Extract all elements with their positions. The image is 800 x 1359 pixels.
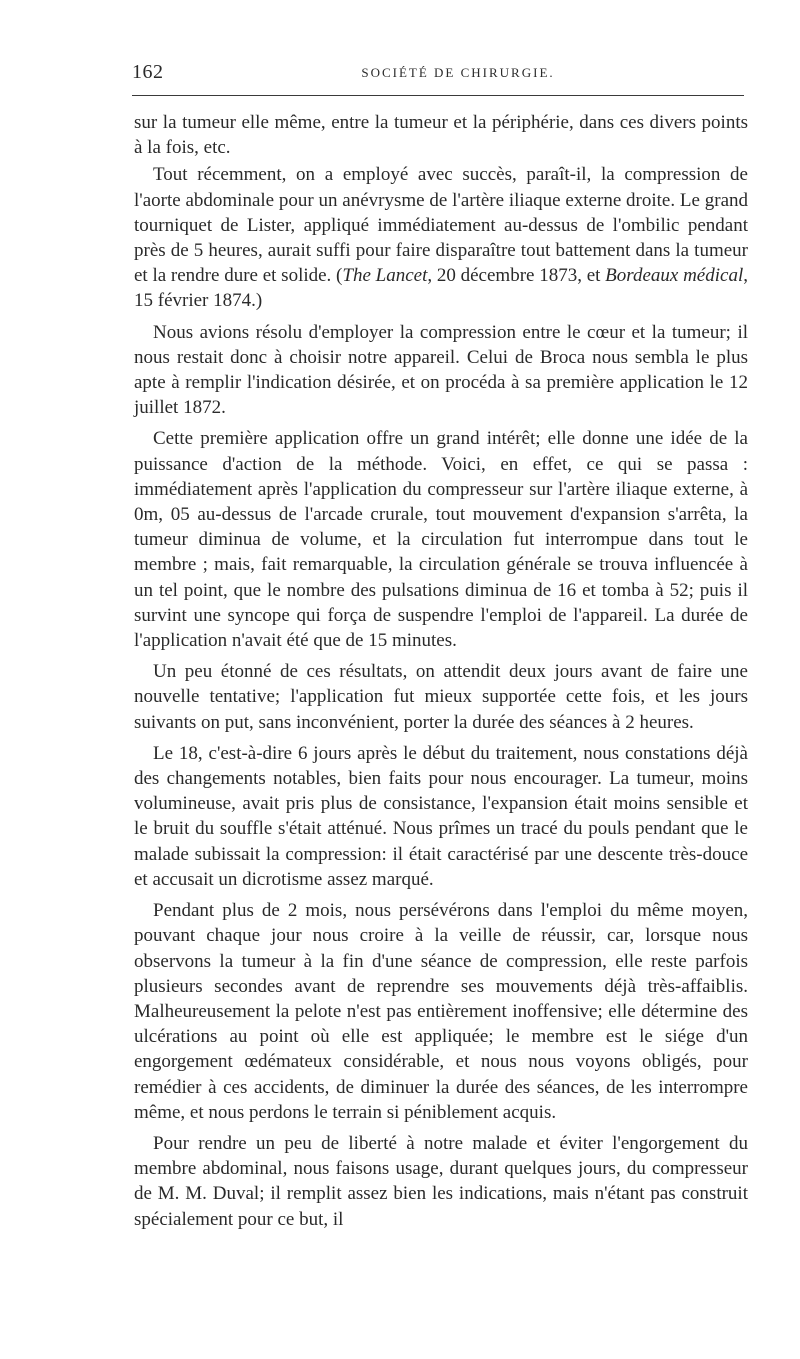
page-header xyxy=(132,58,744,88)
paragraph-apparatus-choice: Nous avions résolu d'employer la compression entre le cœur et la tumeur; il nous restait donc à choisir notre appareil. Celui de Broca nous sembla le plus apte à remplir l'indication désirée, et on procéda à sa première application le 12 juillet 1872. xyxy=(134,321,748,419)
paragraph-first-application: Cette première application offre un grand intérêt; elle donne une idée de la puissance d'action de la méthode. Voici, en effet, ce qui se passa : immédiatement après l'application du compresseur sur l'artère iliaque externe, à 0m, 05 au-dessus de l'arcade crurale, tout mouvement d'expansion s'arrêta, la tumeur diminua de volume, et la circulation fut interrompue dans tout le membre ; mais, fait remarquable, la circulation générale se trouva influencée à un tel point, que le nombre des pulsations diminua de 16 et tomba à 52; puis il survint une syncope qui força de suspendre l'emploi de l'appareil. La durée de l'application n'avait été que de 15 minutes. xyxy=(134,428,748,652)
paragraph-two-months: Pendant plus de 2 mois, nous persévérons dans l'emploi du même moyen, pouvant chaque jour nous croire à la veille de réussir, car, lorsque nous observons la tumeur à la fin d'une séance de compression, elle reste parfois plusieurs secondes avant de reprendre ses mouvements déjà très-affaiblis. Malheureusement la pelote n'est pas entièrement inoffensive; elle détermine des ulcérations au point où elle est appliquée; le membre est le siége d'un engorgement œdémateux considérable, et nous nous voyons obligés, pour remédier à ces accidents, de diminuer la durée des séances, de les interrompre même, et nous perdons le terrain si péniblement acquis. xyxy=(134,900,748,1123)
paragraph-duval-compressor: Pour rendre un peu de liberté à notre malade et éviter l'engorgement du membre abdominal, nous faisons usage, durant quelques jours, du compresseur de M. M. Duval; il remplit assez bien les indications, mais n'étant pas construit spécialement pour ce but, il xyxy=(134,1132,748,1230)
body-text xyxy=(134,110,748,1232)
paragraph-text: Tout récemment, on a employé avec succès, paraît-il, la compression de l'aorte abdominale pour un anévrysme de l'artère iliaque externe droite. Le grand tourniquet de Lister, appliqué immédiatement au-dessus de l'ombilic pendant près de 5 heures, aurait suffi pour faire disparaître tout battement dans la tumeur et la rendre dure et solide. ( xyxy=(134,164,748,287)
paragraph-progress: Le 18, c'est-à-dire 6 jours après le début du traitement, nous constations déjà des changements notables, bien faits pour nous encourager. La tumeur, moins volumineuse, avait pris plus de consistance, l'expansion était moins sensible et le bruit du souffle s'était atténué. Nous prîmes un tracé du pouls pendant que le malade subissait la compression: il était caractérisé par une descente très-douce et accusait un dicrotisme assez marqué. xyxy=(134,742,748,890)
running-head: SOCIÉTÉ DE CHIRURGIE. xyxy=(361,65,555,80)
page-number: 162 xyxy=(132,61,164,83)
citation-lancet: The Lancet xyxy=(342,265,428,287)
paragraph-aorta-compression xyxy=(134,162,748,313)
paragraph-continuation: sur la tumeur elle même, entre la tumeur et la périphérie, dans ces divers points à la fois, etc. xyxy=(134,112,748,159)
citation-lancet-date: , 20 décembre 1873, et xyxy=(427,265,606,287)
citation-bordeaux: Bordeaux médical xyxy=(605,265,744,287)
paragraph-second-attempt: Un peu étonné de ces résultats, on attendit deux jours avant de faire une nouvelle tentative; l'application fut mieux supportée cette fois, et les jours suivants on put, sans inconvénient, porter la durée des séances à 2 heures. xyxy=(134,661,748,733)
header-rule xyxy=(132,95,744,96)
citation-bordeaux-date: , 15 février 1874.) xyxy=(134,265,748,312)
